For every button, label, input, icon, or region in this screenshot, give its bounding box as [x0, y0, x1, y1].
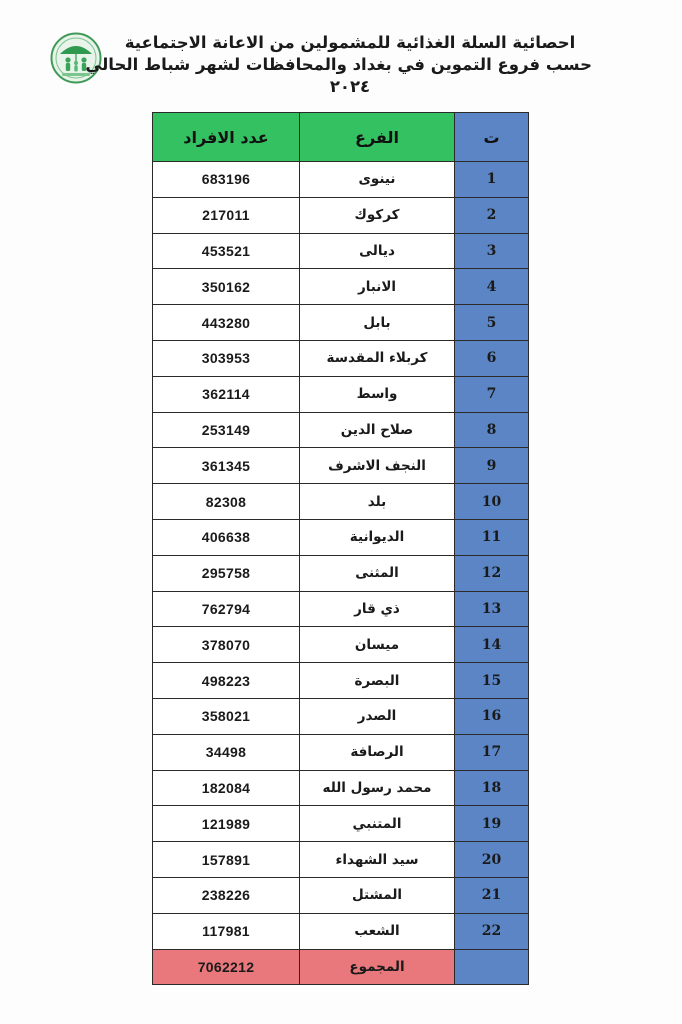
row-branch: ميسان	[300, 627, 455, 663]
page-title	[85, 32, 592, 98]
row-branch: كركوك	[300, 197, 455, 233]
row-index: 15	[455, 663, 529, 699]
row-count: 121989	[153, 806, 300, 842]
total-count: 7062212	[153, 949, 300, 985]
row-branch: بابل	[300, 305, 455, 341]
row-index: 4	[455, 269, 529, 305]
row-index: 6	[455, 340, 529, 376]
row-count: 443280	[153, 305, 300, 341]
row-count: 378070	[153, 627, 300, 663]
row-branch: الرصافة	[300, 734, 455, 770]
row-branch: الشعب	[300, 913, 455, 949]
row-index: 18	[455, 770, 529, 806]
row-count: 453521	[153, 233, 300, 269]
row-count: 253149	[153, 412, 300, 448]
row-count: 295758	[153, 555, 300, 591]
table-row	[153, 197, 529, 233]
row-branch: سيد الشهداء	[300, 842, 455, 878]
row-branch: البصرة	[300, 663, 455, 699]
stats-table	[152, 112, 529, 985]
table-row	[153, 448, 529, 484]
row-index: 16	[455, 698, 529, 734]
row-branch: المشتل	[300, 877, 455, 913]
table-row	[153, 412, 529, 448]
row-branch: المتنبي	[300, 806, 455, 842]
table-row	[153, 877, 529, 913]
total-label: المجموع	[300, 949, 455, 985]
row-count: 406638	[153, 519, 300, 555]
row-index: 14	[455, 627, 529, 663]
row-index: 19	[455, 806, 529, 842]
table-body	[153, 162, 529, 950]
row-branch: واسط	[300, 376, 455, 412]
row-index: 9	[455, 448, 529, 484]
table-row	[153, 806, 529, 842]
row-index: 21	[455, 877, 529, 913]
table-row	[153, 162, 529, 198]
title-line-3: ٢٠٢٤	[329, 77, 371, 96]
row-branch: الانبار	[300, 269, 455, 305]
table-header-row	[153, 113, 529, 162]
row-index: 22	[455, 913, 529, 949]
row-count: 117981	[153, 913, 300, 949]
row-branch: كربلاء المقدسة	[300, 340, 455, 376]
total-index-cell	[455, 949, 529, 985]
row-branch: المثنى	[300, 555, 455, 591]
row-branch: محمد رسول الله	[300, 770, 455, 806]
row-count: 82308	[153, 484, 300, 520]
table-row	[153, 305, 529, 341]
row-index: 17	[455, 734, 529, 770]
row-count: 34498	[153, 734, 300, 770]
table-row	[153, 519, 529, 555]
row-count: 350162	[153, 269, 300, 305]
row-count: 217011	[153, 197, 300, 233]
table-row	[153, 770, 529, 806]
row-count: 157891	[153, 842, 300, 878]
row-branch: ذي قار	[300, 591, 455, 627]
table-row	[153, 233, 529, 269]
row-count: 361345	[153, 448, 300, 484]
column-header-count: عدد الافراد	[153, 113, 300, 162]
row-branch: ديالى	[300, 233, 455, 269]
row-index: 10	[455, 484, 529, 520]
row-index: 11	[455, 519, 529, 555]
row-branch: صلاح الدين	[300, 412, 455, 448]
table-row	[153, 627, 529, 663]
row-count: 238226	[153, 877, 300, 913]
row-branch: النجف الاشرف	[300, 448, 455, 484]
table-row	[153, 913, 529, 949]
table-row	[153, 269, 529, 305]
column-header-index: ت	[455, 113, 529, 162]
table-row	[153, 842, 529, 878]
row-branch: الصدر	[300, 698, 455, 734]
row-index: 5	[455, 305, 529, 341]
table-row	[153, 340, 529, 376]
table-total-row	[153, 949, 529, 985]
row-count: 358021	[153, 698, 300, 734]
table-row	[153, 555, 529, 591]
table-row	[153, 663, 529, 699]
table-row	[153, 591, 529, 627]
column-header-branch: الفرع	[300, 113, 455, 162]
row-index: 8	[455, 412, 529, 448]
row-count: 182084	[153, 770, 300, 806]
row-index: 2	[455, 197, 529, 233]
row-branch: بلد	[300, 484, 455, 520]
row-count: 303953	[153, 340, 300, 376]
row-index: 12	[455, 555, 529, 591]
row-branch: نينوى	[300, 162, 455, 198]
row-count: 498223	[153, 663, 300, 699]
table-row	[153, 376, 529, 412]
row-index: 7	[455, 376, 529, 412]
title-line-1: احصائية السلة الغذائية للمشمولين من الاعانة الاجتماعية	[124, 33, 576, 52]
row-index: 1	[455, 162, 529, 198]
row-index: 20	[455, 842, 529, 878]
table-row	[153, 484, 529, 520]
table-row	[153, 698, 529, 734]
row-index: 3	[455, 233, 529, 269]
title-line-2: حسب فروع التموين في بغداد والمحافظات لشهر شباط الحالي	[85, 55, 592, 74]
row-count: 762794	[153, 591, 300, 627]
row-count: 683196	[153, 162, 300, 198]
table-row	[153, 734, 529, 770]
row-index: 13	[455, 591, 529, 627]
row-branch: الديوانية	[300, 519, 455, 555]
row-count: 362114	[153, 376, 300, 412]
stats-table-container	[152, 112, 528, 985]
